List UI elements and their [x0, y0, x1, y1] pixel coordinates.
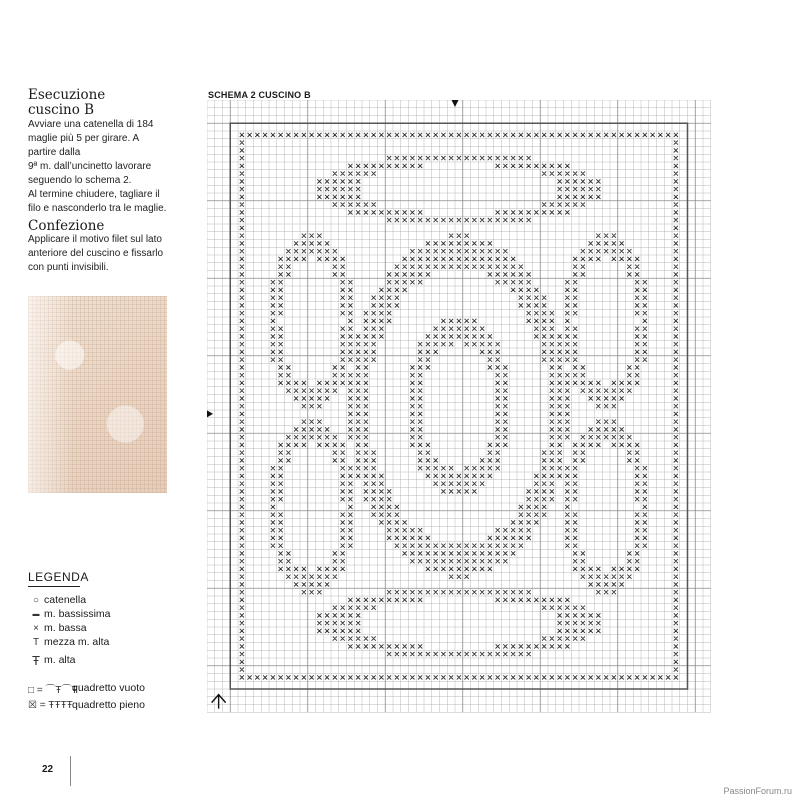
section-title-confezione: Confezione	[28, 218, 105, 234]
instruction-line: partire dalla	[28, 147, 81, 158]
double-crochet-icon: Ŧ	[32, 652, 40, 668]
legend-item-filled-mesh	[28, 697, 145, 713]
photo-highlight	[28, 296, 73, 493]
instruction-line: anteriore del cuscino e fissarlo	[28, 248, 164, 259]
page-number: 22	[42, 764, 54, 775]
open-mesh-icon: □ = ⌒Ŧ⌒Ŧ	[28, 684, 78, 696]
chart-background	[207, 100, 711, 712]
instruction-line: Avviare una catenella di 184	[28, 119, 154, 130]
instruction-line: 9ª m. dall’uncinetto lavorare	[28, 161, 152, 172]
title-line-1: Esecuzione	[28, 87, 106, 103]
legend-label: quadretto pieno	[72, 699, 145, 711]
execution-instructions	[28, 118, 178, 216]
instruction-line: con punti invisibili.	[28, 262, 109, 273]
legend-title: LEGENDA	[28, 570, 89, 584]
legend-label: m. bassa	[44, 622, 87, 634]
half-double-crochet-icon: T	[32, 636, 40, 648]
page-number-rule	[70, 756, 71, 786]
legend-item-open-mesh	[28, 680, 145, 696]
chain-stitch-icon: ○	[32, 594, 40, 606]
title-line-2: cuscino B	[28, 102, 95, 118]
legend-item-double	[28, 652, 76, 668]
section-title-execution	[28, 88, 105, 118]
filled-mesh-icon: ☒ = ŦŦŦŦ	[28, 699, 73, 711]
legend-label: catenella	[44, 594, 87, 606]
cushion-photo	[28, 296, 167, 493]
schema-title: SCHEMA 2 CUSCINO B	[208, 90, 311, 100]
instruction-line: maglie più 5 per girare. A	[28, 133, 140, 144]
instruction-line: seguendo lo schema 2.	[28, 175, 132, 186]
watermark: PassionForum.ru	[723, 786, 792, 796]
legend-item-half-double	[28, 634, 109, 650]
legend-label: mezza m. alta	[44, 636, 110, 648]
legend-label: quadretto vuoto	[72, 682, 145, 694]
slip-stitch-icon: ▬	[32, 610, 40, 618]
filet-chart	[207, 100, 717, 725]
single-crochet-icon: ×	[33, 622, 39, 634]
instruction-line: filo e nasconderlo tra le maglie.	[28, 203, 167, 214]
legend-label: m. bassissima	[44, 608, 111, 620]
instruction-line: Al termine chiudere, tagliare il	[28, 189, 160, 200]
instruction-line: Applicare il motivo filet sul lato	[28, 234, 162, 245]
confezione-instructions	[28, 233, 178, 275]
legend-underline	[28, 586, 80, 587]
legend-label: m. alta	[44, 654, 76, 666]
